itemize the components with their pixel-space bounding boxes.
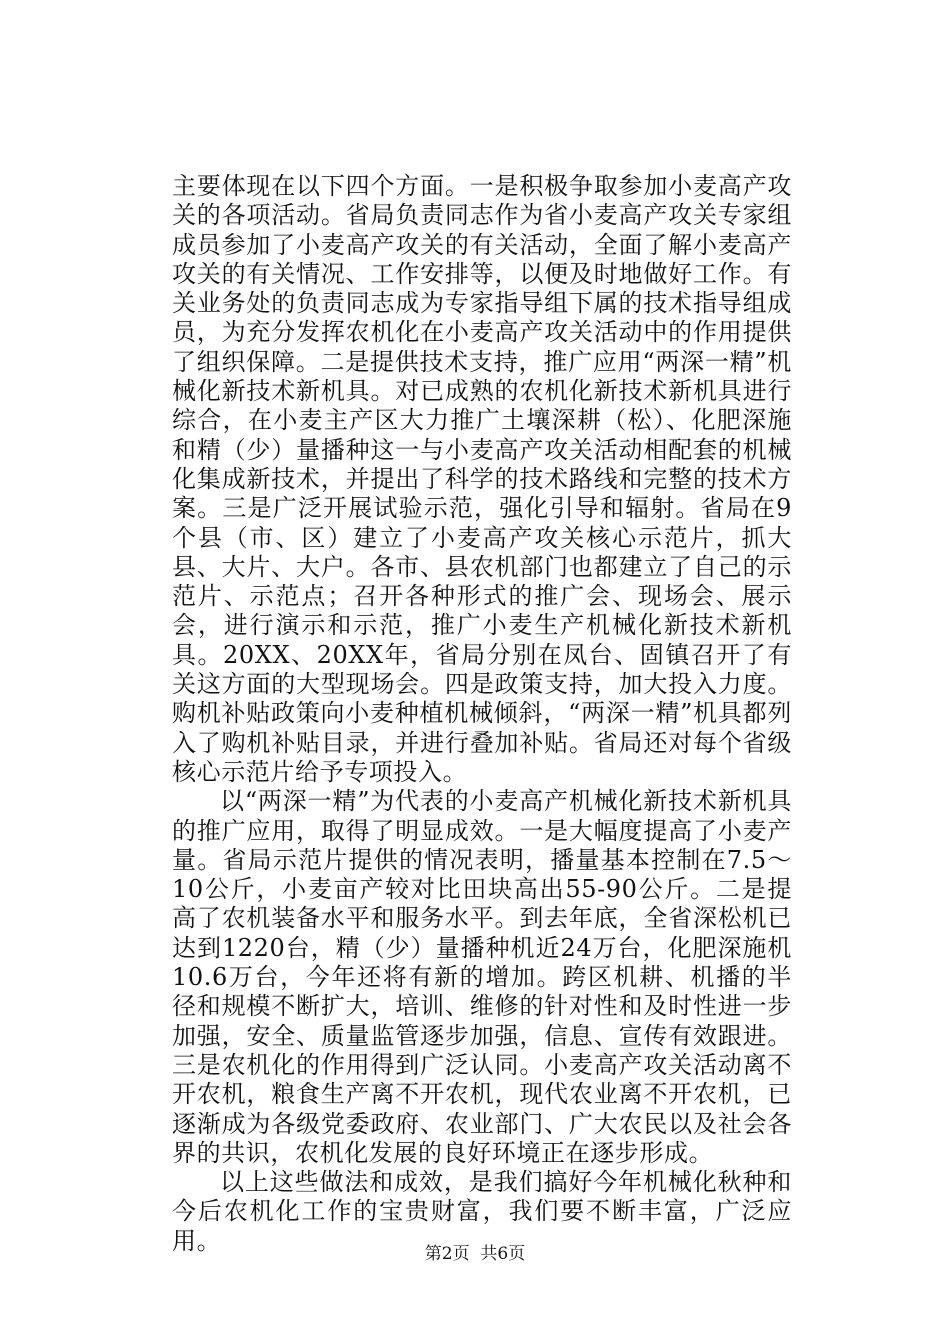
document-body (172, 172, 792, 1256)
page-number: 第2页 (424, 1244, 470, 1264)
page-total: 共6页 (480, 1244, 526, 1264)
footer-spacer (470, 1244, 481, 1264)
paragraph-3: 以上这些做法和成效，是我们搞好今年机械化秋种和今后农机化工作的宝贵财富，我们要不断丰富，广泛应用。 (172, 1168, 792, 1255)
paragraph-2: 以“两深一精”为代表的小麦高产机械化新技术新机具的推广应用，取得了明显成效。一是大幅度提高了小麦产量。省局示范片提供的情况表明，播量基本控制在7.5～10公斤，小麦亩产较对比田块高出55-90公斤。二是提高了农机装备水平和服务水平。到去年底，全省深松机已达到1220台，精（少）量播种机近24万台，化肥深施机10.6万台，今年还将有新的增加。跨区机耕、机播的半径和规模不断扩大，培训、维修的针对性和及时性进一步加强，安全、质量监管逐步加强，信息、宣传有效跟进。三是农机化的作用得到广泛认同。小麦高产攻关活动离不开农机，粮食生产离不开农机，现代农业离不开农机，已逐渐成为各级党委政府、农业部门、广大农民以及社会各界的共识，农机化发展的良好环境正在逐步形成。 (172, 787, 792, 1167)
page-footer (0, 1243, 950, 1265)
paragraph-1: 主要体现在以下四个方面。一是积极争取参加小麦高产攻关的各项活动。省局负责同志作为省小麦高产攻关专家组成员参加了小麦高产攻关的有关活动，全面了解小麦高产攻关的有关情况、工作安排等，以便及时地做好工作。有关业务处的负责同志成为专家指导组下属的技术指导组成员，为充分发挥农机化在小麦高产攻关活动中的作用提供了组织保障。二是提供技术支持，推广应用“两深一精”机械化新技术新机具。对已成熟的农机化新技术新机具进行综合，在小麦主产区大力推广土壤深耕（松）、化肥深施和精（少）量播种这一与小麦高产攻关活动相配套的机械化集成新技术，并提出了科学的技术路线和完整的技术方案。三是广泛开展试验示范，强化引导和辐射。省局在9个县（市、区）建立了小麦高产攻关核心示范片，抓大县、大片、大户。各市、县农机部门也都建立了自己的示范片、示范点；召开各种形式的推广会、现场会、展示会，进行演示和示范，推广小麦生产机械化新技术新机具。20XX、20XX年，省局分别在凤台、固镇召开了有关这方面的大型现场会。四是政策支持，加大投入力度。购机补贴政策向小麦种植机械倾斜，“两深一精”机具都列入了购机补贴目录，并进行叠加补贴。省局还对每个省级核心示范片给予专项投入。 (172, 172, 792, 786)
